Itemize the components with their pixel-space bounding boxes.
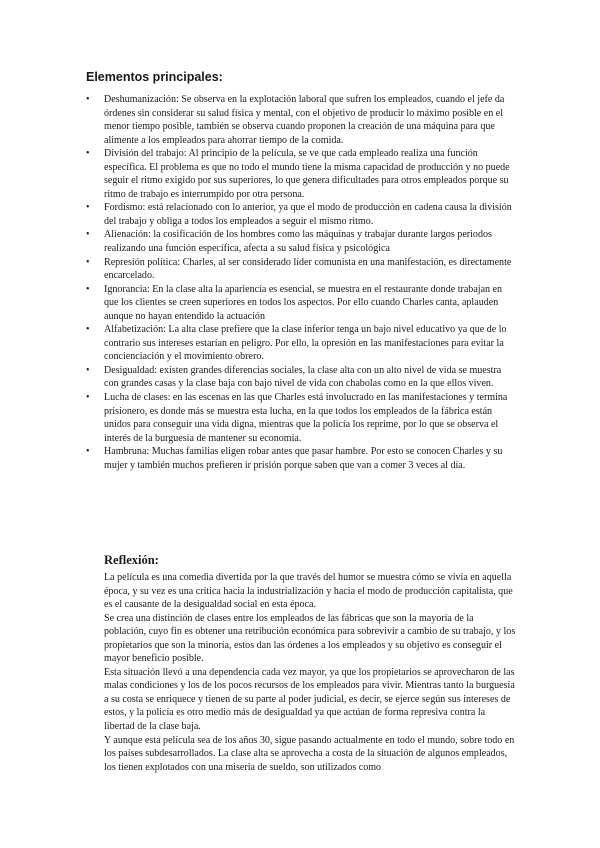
reflexion-paragraph: Se crea una distinción de clases entre los empleados de las fábricas que son la mayoría de la población, cuyo fin es obtener una retribución económica para sobrevivir a cambio de su trabajo, y los propietarios que son la minoría, estos dan las órdenes a los empleados y su objetivo es conseguir el mayor beneficio posible. bbox=[104, 612, 516, 665]
heading-reflexion: Reflexión: bbox=[104, 553, 159, 567]
reflexion-paragraph: Y aunque esta película sea de los años 30, sigue pasando actualmente en todo el mundo, sobre todo en los países subdesarrollados. La clase alta se aprovecha a costa de la situación de algunos empleados, los tienen explotados con una miseria de sueldo, son utilizados como bbox=[104, 734, 515, 773]
list-item: • Lucha de clases: en las escenas en las que Charles está involucrado en las manifestaciones y termina prisionero, es donde más se muestra esta lucha, en la que todos los empleados de la fábrica están unidos para conseguir una vida digna, mientras que la policía los reprime, por lo que se observa el interés de la burguesía de mantener su economía. bbox=[86, 391, 516, 445]
list-item: • Fordismo: está relacionado con lo anterior, ya que el modo de producción en cadena causa la división del trabajo y obliga a todos los empleados a seguir el mismo ritmo. bbox=[86, 201, 516, 228]
list-item: • Hambruna: Muchas familias eligen robar antes que pasar hambre. Por esto se conocen Charles y su mujer y también muchos prefieren ir prisión porque saben que van a comer 3 veces al día. bbox=[86, 445, 516, 472]
list-item: • Alfabetización: La alta clase prefiere que la clase inferior tenga un bajo nivel educativo ya que de lo contrario sus intereses estarían en peligro. Por ello, la opresión en las manifestaciones para evitar la concienciación y el movimiento obrero. bbox=[86, 323, 516, 364]
list-item: • División del trabajo: Al principio de la película, se ve que cada empleado realiza una función específica. El problema es que no todo el mundo tiene la misma capacidad de producción y no puede seguir el ritmo exigido por sus superiores, lo que genera dificultades para otros empleados porque su ritmo de trabajo es interrumpido por otra persona. bbox=[86, 147, 516, 201]
reflexion-body bbox=[104, 571, 517, 774]
elements-list bbox=[86, 93, 516, 472]
list-item: • Represión política: Charles, al ser considerado líder comunista en una manifestación, es directamente encarcelado. bbox=[86, 256, 516, 283]
list-item: • Deshumanización: Se observa en la explotación laboral que sufren los empleados, cuando el jefe da órdenes sin considerar su salud física y mental, con el objetivo de producir lo máximo posible en el menor tiempo posible, también se observa cuando proponen la creación de una máquina para que alimente a los empleados para ahorrar tiempo de la comida. bbox=[86, 93, 516, 147]
reflexion-paragraph: La película es una comedia divertida por la que través del humor se muestra cómo se vivía en aquella época, y su vez es una crítica hacia la industrialización y hacia el modo de producción capitalista, que es el causante de la desigualdad social en esta época. bbox=[104, 572, 513, 611]
list-item: • Desigualdad: existen grandes diferencias sociales, la clase alta con un alto nivel de vida se muestra con grandes casas y la clase baja con bajo nivel de vida con chabolas como en la que ellos viven. bbox=[86, 364, 516, 391]
list-item: • Ignorancia: En la clase alta la apariencia es esencial, se muestra en el restaurante donde trabajan en que los clientes se creen superiores en todos los aspectos. Por ello cuando Charles canta, aplauden aunque no hayan entendido la actuación bbox=[86, 283, 516, 324]
heading-elementos-principales: Elementos principales: bbox=[86, 70, 223, 84]
list-item: • Alienación: la cosificación de los hombres como las máquinas y trabajar durante largos periodos realizando una función específica, afecta a su salud física y psicológica bbox=[86, 228, 516, 255]
reflexion-paragraph: Esta situación llevó a una dependencia cada vez mayor, ya que los propietarios se aprovecharon de las malas condiciones y los de los pocos recursos de los empleados para vivir. Mientras tanto la burguesía a su costa se enriquece y tienen de su parte al poder judicial, es decir, se ejerce según sus intereses de estos, y la policía es otro medio más de desigualdad ya que actúan de forma represiva contra la libertad de la clase baja. bbox=[104, 666, 515, 733]
